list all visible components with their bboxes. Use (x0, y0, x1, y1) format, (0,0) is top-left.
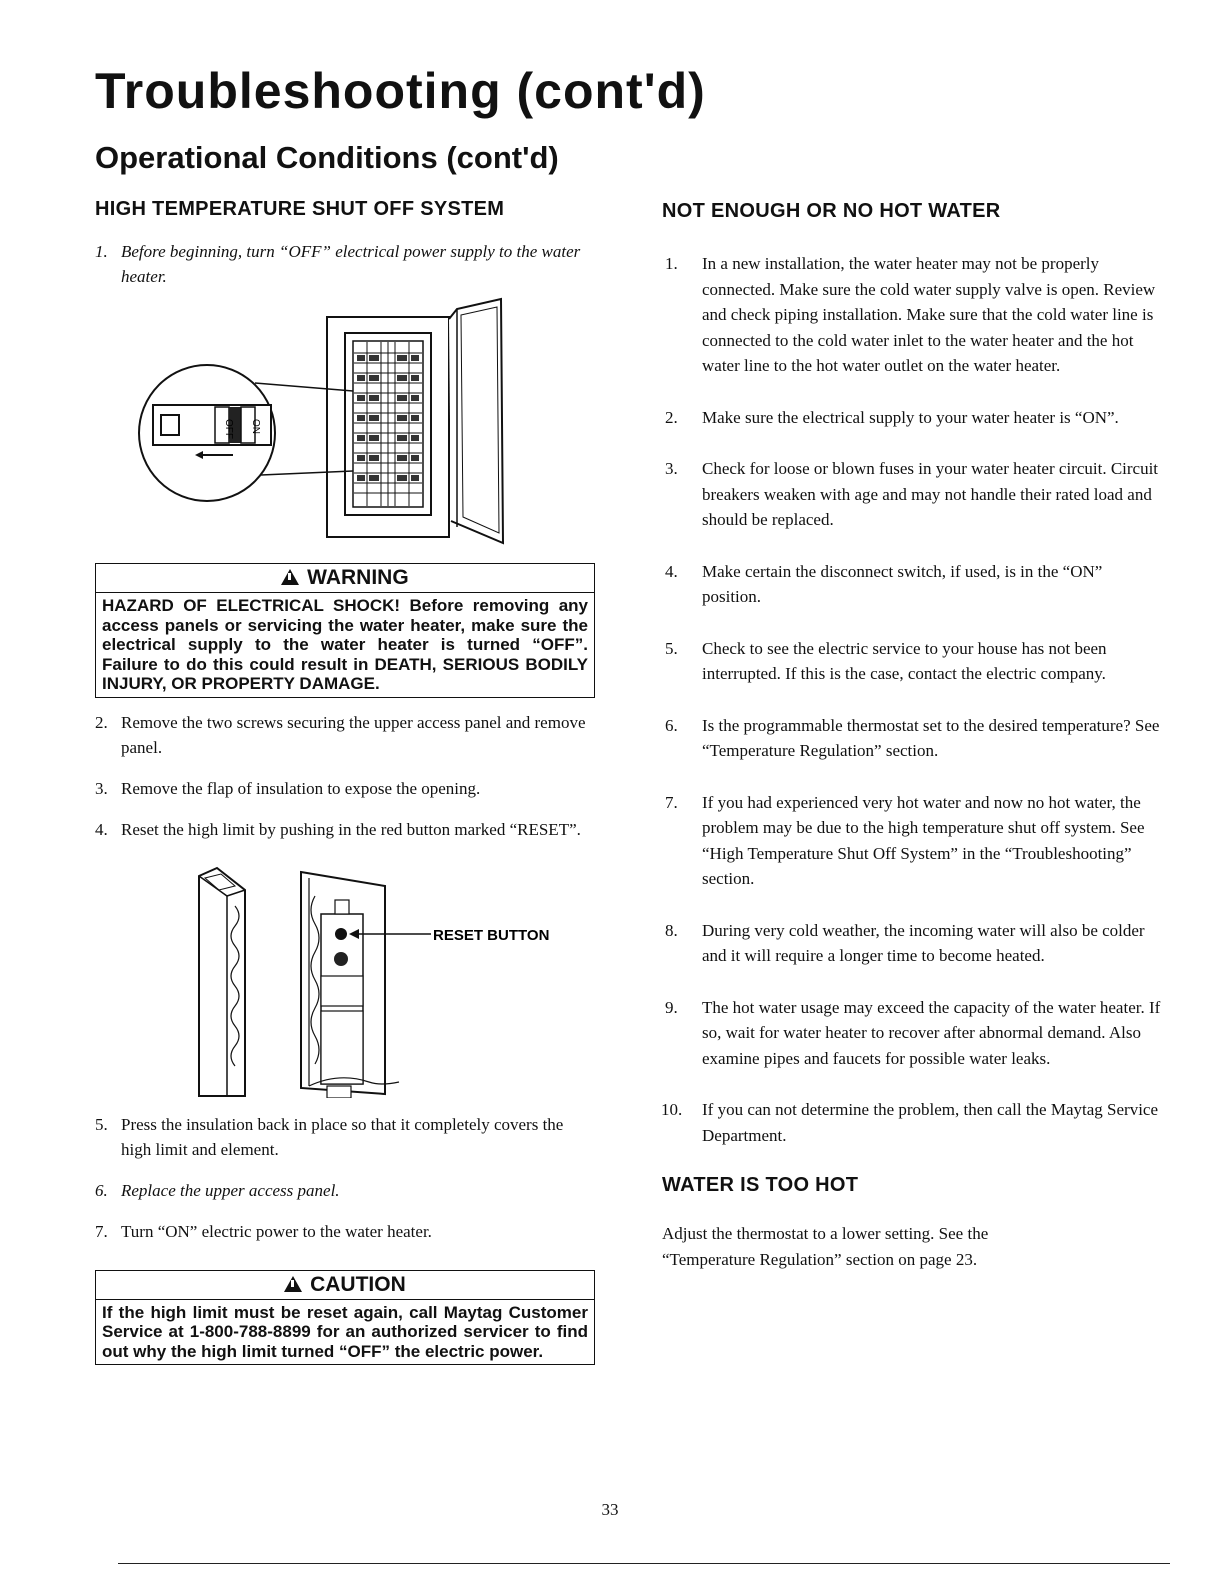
step-3: 3. Remove the flap of insulation to expose the opening. (95, 778, 481, 798)
list-item: 4. Make certain the disconnect switch, if used, is in the “ON” position. (665, 561, 1103, 606)
reset-button-callout: RESET BUTTON (433, 926, 550, 944)
list-item: 2. Make sure the electrical supply to your water heater is “ON”. (665, 407, 1119, 427)
list-item: 5. Check to see the electric service to your house has not been interrupted. If this is the case, contact the electric company. (665, 638, 1107, 683)
list-item: 3. Check for loose or blown fuses in your water heater circuit. Circuit breakers weaken with age and may not handle their rated load and should be replaced. (665, 459, 1159, 529)
list-item: 8. During very cold weather, the incoming water will also be colder and it will require a longer time to become heated. (665, 920, 1145, 965)
breaker-panel-illustration (95, 295, 595, 553)
warning-box (95, 563, 595, 698)
list-item: 9. The hot water usage may exceed the capacity of the water heater. If so, wait for water heater to recover after abnormal demand. Also examine pipes and faucets for possible water leaks. (665, 997, 1161, 1068)
step-7: 7. Turn “ON” electric power to the water heater. (95, 1221, 432, 1241)
step-6: 6. Replace the upper access panel. (95, 1180, 340, 1200)
off-label: OFF (223, 419, 234, 439)
left-column (95, 198, 595, 1365)
page-number: 33 (601, 1500, 619, 1519)
step-1 (95, 239, 595, 289)
page-title: Troubleshooting (cont'd) (95, 63, 706, 119)
step-5: 5. Press the insulation back in place so that it completely covers the high limit and element. (95, 1114, 564, 1159)
water-too-hot-heading: WATER IS TOO HOT (662, 1174, 859, 1196)
list-item: 6. Is the programmable thermostat set to the desired temperature? See “Temperature Regulation” section. (665, 715, 1160, 760)
footer-rule (118, 1563, 1170, 1564)
step-number: 1. (95, 242, 108, 261)
step-2: 2. Remove the two screws securing the upper access panel and remove panel. (95, 712, 586, 757)
step-4: 4. Reset the high limit by pushing in the red button marked “RESET”. (95, 819, 581, 839)
high-temp-heading: HIGH TEMPERATURE SHUT OFF SYSTEM (95, 198, 505, 220)
section-subtitle: Operational Conditions (cont'd) (95, 140, 559, 175)
caution-box (95, 1270, 595, 1366)
caution-title: CAUTION (96, 1273, 594, 1300)
caution-text: If the high limit must be reset again, call Maytag Customer Service at 1-800-788-8899 for an authorized servicer to find out why the high limit turned “OFF” the electric power. (102, 1302, 588, 1361)
list-item: 7. If you had experienced very hot water and now no hot water, the problem may be due to the high temperature shut off system. See “High Temperature Shut Off System” in the “Troubleshooting” section. (665, 792, 1145, 888)
right-column (662, 200, 1162, 1272)
warning-text: HAZARD OF ELECTRICAL SHOCK! Before removing any access panels or servicing the water heater, make sure the electrical supply to the water heater is turned “OFF”. Failure to do this could result in DEATH, SERIOUS BODILY INJURY, OR PROPERTY DAMAGE. (102, 596, 588, 693)
list-item: 10. If you can not determine the problem, then call the Maytag Service Department. (661, 1100, 1159, 1145)
warning-triangle-icon (281, 569, 299, 585)
list-item: 1. In a new installation, the water heater may not be properly connected. Make sure the cold water supply valve is open. Review and check piping installation. Make sure that the cold water line is connected to the cold water inlet to the water heater and the hot water line to the hot water outlet on the water heater. (665, 254, 1156, 375)
no-hot-water-heading: NOT ENOUGH OR NO HOT WATER (662, 200, 1001, 222)
step-text: Before beginning, turn “OFF” electrical power supply to the water heater. (121, 242, 581, 286)
caution-triangle-icon (284, 1276, 302, 1292)
too-hot-text: Adjust the thermostat to a lower setting. See the “Temperature Regulation” section on page 23. (662, 1224, 989, 1269)
warning-title: WARNING (96, 566, 594, 593)
reset-button-illustration (95, 856, 595, 1098)
on-label: ON (250, 419, 261, 434)
